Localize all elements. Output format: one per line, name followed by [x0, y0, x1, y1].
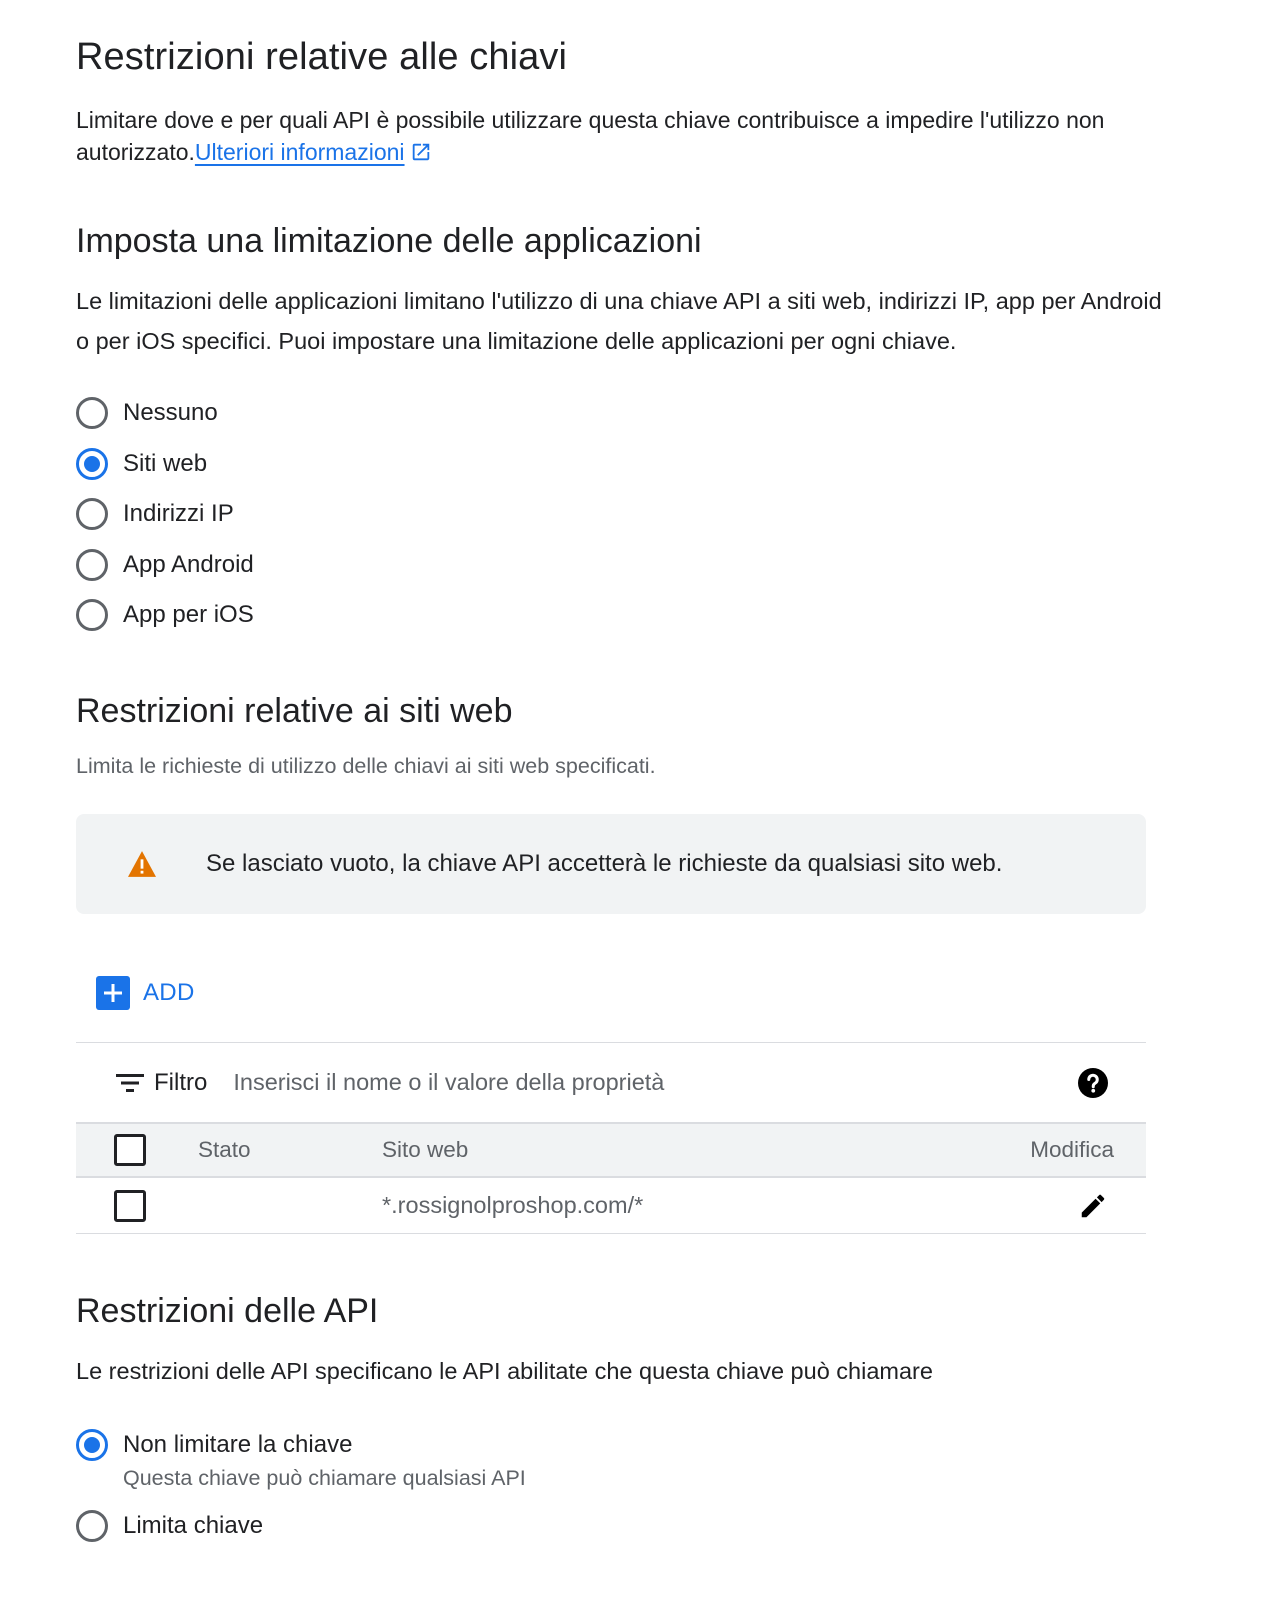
row-website: *.rossignolproshop.com/* [382, 1192, 644, 1218]
radio-option-ios-apps[interactable] [76, 595, 254, 635]
intro-text: Limitare dove e per quali API è possibile utilizzare questa chiave contribuisce a impedire l'utilizzo non autorizzato. [76, 107, 1105, 165]
external-link-icon[interactable] [410, 141, 432, 163]
website-restrictions-description: Limita le richieste di utilizzo delle chiavi ai siti web specificati. [76, 754, 656, 778]
radio-button[interactable] [76, 549, 108, 581]
radio-help-text: Questa chiave può chiamare qualsiasi API [123, 1466, 526, 1490]
radio-option-android-apps[interactable] [76, 545, 254, 585]
radio-button[interactable] [76, 498, 108, 530]
warning-text: Se lasciato vuoto, la chiave API accetterà le richieste da qualsiasi sito web. [206, 850, 1003, 877]
column-header-website[interactable]: Sito web [382, 1137, 469, 1162]
row-checkbox[interactable] [114, 1190, 146, 1222]
api-restrictions-title: Restrizioni delle API [76, 1292, 379, 1330]
radio-option-restrict-key[interactable] [76, 1506, 263, 1546]
application-restriction-title: Imposta una limitazione delle applicazioni [76, 222, 702, 260]
radio-label: Non limitare la chiave [123, 1431, 353, 1458]
learn-more-link[interactable] [195, 139, 405, 165]
warning-banner [76, 814, 1146, 914]
radio-option-websites[interactable] [76, 444, 207, 484]
warning-icon [128, 851, 156, 877]
filter-label: Filtro [154, 1068, 208, 1096]
help-icon[interactable] [1078, 1068, 1108, 1098]
radio-button-selected[interactable] [76, 448, 108, 480]
radio-label: Siti web [123, 450, 208, 477]
radio-button-selected[interactable] [76, 1429, 108, 1461]
select-all-checkbox[interactable] [114, 1134, 146, 1166]
add-website-button[interactable] [96, 976, 195, 1010]
column-header-edit: Modifica [1030, 1137, 1114, 1162]
page-title: Restrizioni relative alle chiavi [76, 36, 568, 78]
table-header [76, 1122, 1146, 1178]
radio-button[interactable] [76, 397, 108, 429]
radio-label: App per iOS [123, 601, 254, 628]
website-restrictions-title: Restrizioni relative ai siti web [76, 692, 513, 730]
filter-input[interactable] [233, 1069, 993, 1096]
learn-more-label: Ulteriori informazioni [194, 139, 405, 165]
filter-icon[interactable] [116, 1072, 144, 1094]
radio-option-dont-restrict[interactable] [76, 1425, 352, 1465]
radio-label: Limita chiave [123, 1512, 264, 1539]
radio-button[interactable] [76, 599, 108, 631]
radio-label: Nessuno [123, 399, 218, 426]
radio-button[interactable] [76, 1510, 108, 1542]
application-restriction-description: Le limitazioni delle applicazioni limitano l'utilizzo di una chiave API a siti web, indirizzi IP, app per Android o per iOS specifici. Puoi impostare una limitazione delle applicazioni per ogni chiave. [76, 288, 1162, 354]
edit-icon[interactable] [1078, 1191, 1108, 1221]
radio-label: App Android [123, 551, 254, 578]
filter-bar [76, 1042, 1146, 1122]
radio-option-ip-addresses[interactable] [76, 494, 234, 534]
api-restrictions-description: Le restrizioni delle API specificano le API abilitate che questa chiave può chiamare [76, 1358, 933, 1384]
key-restrictions-description [76, 104, 1176, 168]
radio-option-none[interactable] [76, 393, 218, 433]
column-header-status[interactable]: Stato [198, 1137, 251, 1162]
table-row [76, 1178, 1146, 1234]
plus-icon [96, 976, 130, 1010]
websites-table [76, 1042, 1146, 1234]
add-label: ADD [143, 979, 195, 1006]
radio-label: Indirizzi IP [123, 500, 234, 527]
